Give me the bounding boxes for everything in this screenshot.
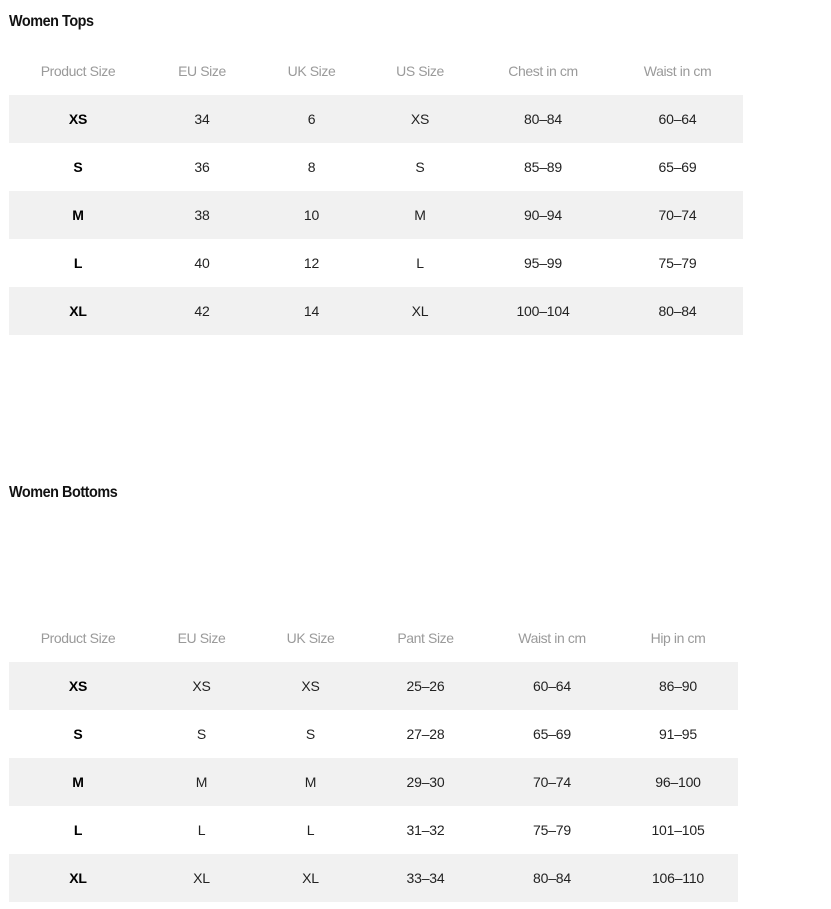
table-cell: 40 [194,255,210,271]
table-cell: M [366,191,474,239]
table-cell: 14 [257,287,366,335]
table-cell: 95–99 [524,255,562,271]
column-header: Product Size [40,630,116,646]
size-label-cell: XS [9,662,147,710]
size-label-cell: S [73,726,83,742]
table-cell: XS [256,662,365,710]
table-cell: 101–105 [651,822,705,838]
table-cell: 33–34 [365,854,486,902]
table-cell: L [197,822,206,838]
table-cell: 85–89 [524,159,562,175]
table-cell: 106–110 [618,854,738,902]
table-cell: 80–84 [474,95,612,143]
column-header: Product Size [40,63,116,79]
table-cell: 70–74 [486,758,618,806]
table-cell: 8 [307,159,316,175]
table-row [9,806,738,854]
table-cell: XL [366,287,474,335]
table-cell: 6 [257,95,366,143]
table-cell: 27–28 [406,726,445,742]
size-label-cell: S [73,159,83,175]
table-cell: XS [147,662,256,710]
table-cell: 42 [147,287,257,335]
tops-section-title: Women Tops [9,13,94,30]
table-cell: S [305,726,316,742]
table-cell: XL [147,854,256,902]
size-label-cell: M [9,191,147,239]
table-cell: XL [256,854,365,902]
table-cell: S [415,159,425,175]
table-cell: 70–74 [612,191,743,239]
table-cell: L [416,255,424,271]
table-row [9,239,743,287]
table-row [9,758,738,806]
table-cell: 86–90 [618,662,738,710]
table-cell: 75–79 [658,255,697,271]
table-cell: L [306,822,315,838]
size-label-cell: XL [9,287,147,335]
column-header: Waist in cm [518,630,586,646]
table-row [9,191,743,239]
column-header: UK Size [287,63,336,79]
size-label-cell: M [9,758,147,806]
column-header: Waist in cm [643,63,712,79]
size-label-cell: L [73,255,83,271]
table-cell: 65–69 [658,159,697,175]
table-cell: 31–32 [406,822,445,838]
table-cell: 25–26 [365,662,486,710]
table-cell: 34 [147,95,257,143]
column-header: EU Size [177,630,226,646]
table-row [9,287,743,335]
table-row [9,662,738,710]
table-cell: 29–30 [365,758,486,806]
table-cell: 91–95 [659,726,697,742]
column-header: Chest in cm [508,63,578,79]
table-cell: 100–104 [474,287,612,335]
table-cell: XS [366,95,474,143]
table-cell: 96–100 [618,758,738,806]
bottoms-size-table [9,614,738,902]
table-cell: 60–64 [486,662,618,710]
table-row [9,710,738,758]
table-cell: 65–69 [533,726,571,742]
table-cell: 60–64 [612,95,743,143]
tops-size-table [9,47,743,335]
column-header: UK Size [286,630,335,646]
bottoms-section-title: Women Bottoms [9,484,118,501]
column-header: Hip in cm [650,630,706,646]
size-label-cell: XS [9,95,147,143]
column-header: EU Size [178,63,226,79]
table-cell: 90–94 [474,191,612,239]
table-cell: 36 [194,159,210,175]
table-cell: 12 [303,255,320,271]
table-row [9,143,743,191]
table-cell: 80–84 [486,854,618,902]
column-header: US Size [396,63,444,79]
column-header: Pant Size [397,630,454,646]
size-label-cell: L [73,822,83,838]
table-cell: 80–84 [612,287,743,335]
table-cell: M [256,758,365,806]
table-cell: 75–79 [533,822,571,838]
table-row [9,95,743,143]
table-cell: M [147,758,256,806]
table-cell: S [196,726,207,742]
table-cell: 38 [147,191,257,239]
table-row [9,854,738,902]
table-cell: 10 [257,191,366,239]
table-header-row [9,47,743,95]
size-label-cell: XL [9,854,147,902]
table-header-row [9,614,738,662]
